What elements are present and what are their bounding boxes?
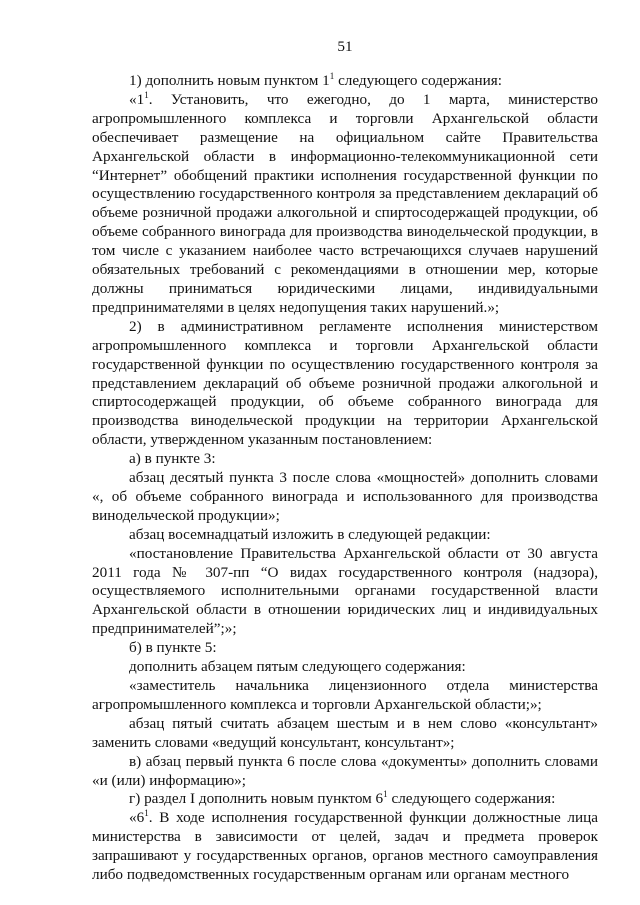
paragraph-text: абзац десятый пункта 3 после слова «мощностей» дополнить словами «, об объеме собранного винограда и использованного для производства винодельческой продукции»; xyxy=(92,469,598,524)
paragraph-text: «1 xyxy=(129,90,145,108)
paragraph-text-rest: . Установить, что ежегодно, до 1 марта, министерство агропромышленного комплекса и торговли Архангельской области обеспечивает размещение на официальном сайте Правительства Архангельской области в информационно-телекоммуникационной сети “Интернет” обобщений практики исполнения государственной функции по осуществлению государственного контроля за представлением деклараций об объеме розничной продажи алкогольной и спиртосодержащей продукции, об объеме собранного винограда для производства винодельческой продукции, в том числе с указанием наиболее часто встречающихся случаев нарушений обязательных требований с рекомендациями в отношении мер, которые должны приниматься юридическими лицами, индивидуальными предпринимателями в целях недопущения таких нарушений.»; xyxy=(92,90,598,316)
paragraph-text: «заместитель начальника лицензионного отдела министерства агропромышленного комплекса и торговли Архангельской области;»; xyxy=(92,677,598,713)
paragraph-3 xyxy=(92,318,598,450)
paragraph-12 xyxy=(92,753,598,791)
paragraph-text: в) абзац первый пункта 6 после слова «документы» дополнить словами «и (или) информацию»; xyxy=(92,752,598,789)
paragraph-text: 1) дополнить новым пунктом 1 xyxy=(129,72,330,89)
paragraph-9 xyxy=(92,658,598,677)
paragraph-text: г) раздел I дополнить новым пунктом 6 xyxy=(129,790,384,808)
paragraph-2 xyxy=(92,91,598,318)
page-number: 51 xyxy=(337,38,353,55)
paragraph-7 xyxy=(92,545,598,640)
superscript: 1 xyxy=(144,808,149,819)
paragraph-text: «6 xyxy=(129,809,145,827)
paragraph-14 xyxy=(92,809,598,885)
paragraph-10 xyxy=(92,677,598,715)
paragraph-13 xyxy=(92,790,598,809)
paragraph-6 xyxy=(92,526,598,545)
paragraph-text: б) в пункте 5: xyxy=(129,639,217,657)
paragraph-1 xyxy=(92,72,598,91)
paragraph-4 xyxy=(92,450,598,469)
paragraph-8 xyxy=(92,639,598,658)
superscript: 1 xyxy=(383,789,388,800)
paragraph-5 xyxy=(92,469,598,526)
paragraph-text: «постановление Правительства Архангельской области от 30 августа 2011 года № 307-пп “О видах государственного контроля (надзора), осуществляемого исполнительными органами государственной власти Архангельской области в отношении юридических лиц и индивидуальных предпринимателей”;»; xyxy=(92,544,598,638)
paragraph-text: дополнить абзацем пятым следующего содержания: xyxy=(129,658,466,676)
superscript: 1 xyxy=(144,89,149,100)
paragraph-text-rest: . В ходе исполнения государственной функции должностные лица министерства в зависимости от целей, задач и предмета проверок запрашивают у государственных органов, органов местного самоуправления либо подведомственных государственным органам или органам местного xyxy=(92,809,598,884)
document-page xyxy=(92,38,598,885)
paragraph-11 xyxy=(92,715,598,753)
paragraph-text-rest: следующего содержания: xyxy=(334,72,502,89)
paragraph-text: абзац пятый считать абзацем шестым и в нем слово «консультант» заменить словами «ведущий консультант, консультант»; xyxy=(92,714,598,751)
paragraph-text: 2) в административном регламенте исполнения министерством агропромышленного комплекса и торговли Архангельской области государственной функции по осуществлению государственного контроля за представлением деклараций об объеме розничной продажи алкогольной и спиртосодержащей продукции, об объеме собранного винограда для производства винодельческой продукции на территории Архангельской области, утвержденном указанным постановлением: xyxy=(92,317,598,449)
superscript: 1 xyxy=(329,71,335,81)
paragraph-text: абзац восемнадцатый изложить в следующей редакции: xyxy=(129,525,491,543)
paragraph-text: а) в пункте 3: xyxy=(129,450,216,468)
paragraph-text-rest: следующего содержания: xyxy=(387,790,556,808)
